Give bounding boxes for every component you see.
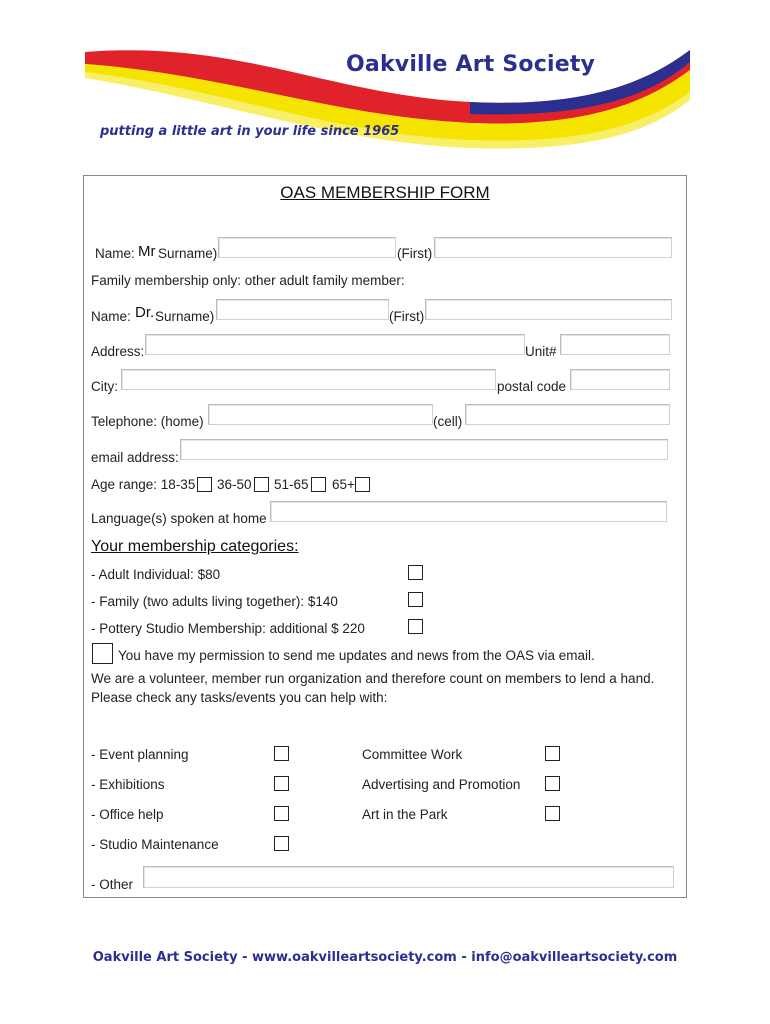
org-name: Oakville Art Society	[346, 52, 596, 77]
first-name-field[interactable]	[434, 237, 672, 258]
age-51-65-label: 51-65	[274, 477, 309, 492]
age-36-50-label: 36-50	[217, 477, 252, 492]
task-office-help-label: - Office help	[91, 807, 164, 822]
cell-label: (cell)	[433, 414, 463, 429]
membership-pottery-checkbox[interactable]	[408, 619, 423, 634]
task-exhibitions-checkbox[interactable]	[274, 776, 289, 791]
surname2-field[interactable]	[216, 299, 389, 320]
surname2-label: Surname)	[155, 309, 215, 324]
name2-title-value[interactable]: Dr.	[135, 304, 155, 321]
age-65-plus-label: 65+	[332, 477, 355, 492]
age-18-35-checkbox[interactable]	[197, 477, 212, 492]
age-range-label: Age range: 18-35	[91, 477, 196, 492]
volunteer-text-line1: We are a volunteer, member run organization and therefore count on members to lend a hand.	[91, 671, 655, 686]
task-studio-maintenance-label: - Studio Maintenance	[91, 837, 219, 852]
membership-pottery-label: - Pottery Studio Membership: additional $ 220	[91, 621, 365, 636]
address-label: Address:	[91, 344, 145, 359]
home-phone-field[interactable]	[208, 404, 433, 425]
email-field[interactable]	[180, 439, 668, 460]
task-event-planning-checkbox[interactable]	[274, 746, 289, 761]
tagline: putting a little art in your life since 1965	[100, 124, 400, 139]
membership-family-label: - Family (two adults living together): $140	[91, 594, 338, 609]
city-label: City:	[91, 379, 118, 394]
task-event-planning-label: - Event planning	[91, 747, 189, 762]
task-studio-maintenance-checkbox[interactable]	[274, 836, 289, 851]
email-permission-label: You have my permission to send me updates and news from the OAS via email.	[118, 648, 595, 663]
name-title-value[interactable]: Mr	[138, 243, 156, 260]
task-art-in-the-park-label: Art in the Park	[362, 807, 448, 822]
footer-contact: Oakville Art Society - www.oakvilleartsociety.com - info@oakvilleartsociety.com	[92, 950, 678, 965]
postal-code-field[interactable]	[570, 369, 670, 390]
language-field[interactable]	[270, 501, 667, 522]
age-51-65-checkbox[interactable]	[311, 477, 326, 492]
task-office-help-checkbox[interactable]	[274, 806, 289, 821]
surname-label: Surname)	[158, 246, 218, 261]
unit-label: Unit#	[525, 344, 557, 359]
first-name2-field[interactable]	[425, 299, 672, 320]
task-art-in-the-park-checkbox[interactable]	[545, 806, 560, 821]
name2-label: Name:	[91, 309, 131, 324]
task-committee-work-label: Committee Work	[362, 747, 463, 762]
email-label: email address:	[91, 450, 179, 465]
unit-field[interactable]	[560, 334, 670, 355]
task-advertising-label: Advertising and Promotion	[362, 777, 521, 792]
language-label: Language(s) spoken at home	[91, 511, 267, 526]
name-label: Name:	[95, 246, 135, 261]
address-field[interactable]	[145, 334, 525, 355]
first-name2-label: (First)	[389, 309, 425, 324]
age-36-50-checkbox[interactable]	[254, 477, 269, 492]
task-other-field[interactable]	[143, 866, 674, 888]
form-title: OAS MEMBERSHIP FORM	[280, 183, 490, 202]
membership-heading: Your membership categories:	[91, 538, 299, 555]
membership-adult-label: - Adult Individual: $80	[91, 567, 221, 582]
membership-adult-checkbox[interactable]	[408, 565, 423, 580]
membership-family-checkbox[interactable]	[408, 592, 423, 607]
first-name-label: (First)	[397, 246, 433, 261]
city-field[interactable]	[121, 369, 496, 390]
age-65-plus-checkbox[interactable]	[355, 477, 370, 492]
task-advertising-checkbox[interactable]	[545, 776, 560, 791]
email-permission-checkbox[interactable]	[92, 643, 113, 664]
telephone-label: Telephone: (home)	[91, 414, 204, 429]
postal-code-label: postal code	[497, 379, 567, 394]
family-note: Family membership only: other adult family member:	[91, 273, 405, 288]
task-exhibitions-label: - Exhibitions	[91, 777, 165, 792]
task-other-label: - Other	[91, 877, 134, 892]
surname-field[interactable]	[218, 237, 396, 258]
task-committee-work-checkbox[interactable]	[545, 746, 560, 761]
volunteer-text-line2: Please check any tasks/events you can help with:	[91, 690, 388, 705]
cell-phone-field[interactable]	[465, 404, 670, 425]
